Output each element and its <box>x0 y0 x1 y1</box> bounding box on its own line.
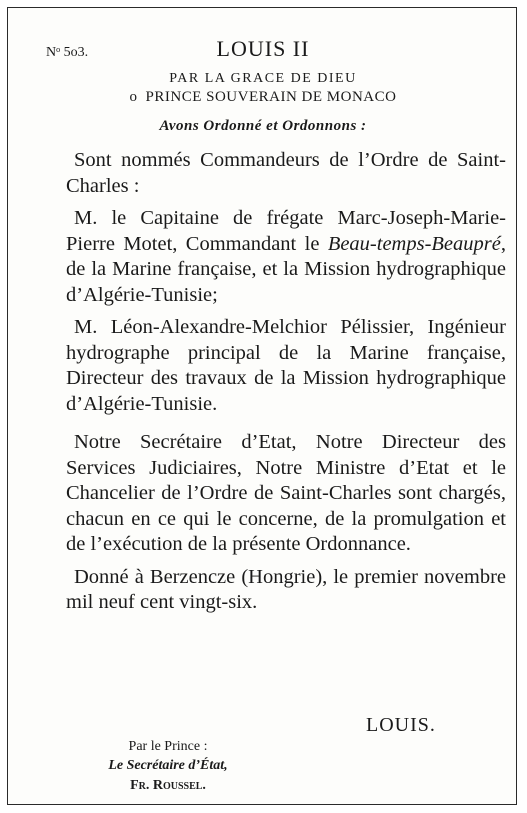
margin-marker: o <box>129 89 138 105</box>
sovereign-title: LOUIS II <box>216 36 310 61</box>
prince-line-text: PRINCE SOUVERAIN DE MONACO <box>145 89 397 105</box>
paragraph-motet <box>66 206 506 308</box>
motet-text-post: , de la Marine française, et la Mission hydrographique d’Algérie-Tunisie; <box>66 232 506 306</box>
paragraph-nomination: Sont nommés Commandeurs de l’Ordre de Saint-Charles : <box>66 149 506 197</box>
prince-signature: LOUIS. <box>366 714 436 736</box>
ordinance-page <box>7 7 517 805</box>
motet-text-pre: M. le Capitaine de frégate Marc-Joseph-Marie-Pierre Motet, Commandant le <box>66 207 506 255</box>
par-le-prince: Par le Prince : <box>128 739 208 754</box>
secretary-name: Fr. Roussel. <box>130 778 206 793</box>
ordinance-body <box>66 148 506 623</box>
prince-line <box>8 89 518 106</box>
decree-formula: Avons Ordonné et Ordonnons : <box>159 118 367 134</box>
paragraph-given-at: Donné à Berzencze (Hongrie), le premier novembre mil neuf cent vingt-six. <box>66 565 506 613</box>
ship-name: Beau-temps-Beaupré <box>327 232 501 255</box>
ordinance-number: Nᵒ 5o3. <box>46 45 89 60</box>
grace-line: PAR LA GRACE DE DIEU <box>169 71 357 86</box>
secretary-title: Le Secrétaire d’État, <box>108 758 228 773</box>
paragraph-pelissier: M. Léon-Alexandre-Melchior Pélissier, Ingénieur hydrographe principal de la Marine française, Directeur des travaux de la Mission hydrographique d’Algérie-Tunisie. <box>66 316 506 415</box>
paragraph-execution: Notre Secrétaire d’Etat, Notre Directeur des Services Judiciaires, Notre Ministre d’Etat et le Chancelier de l’Ordre de Saint-Charles sont chargés, chacun en ce qui le concerne, de la promulgation et de l’exécution de la présente Ordonnance. <box>66 431 506 555</box>
